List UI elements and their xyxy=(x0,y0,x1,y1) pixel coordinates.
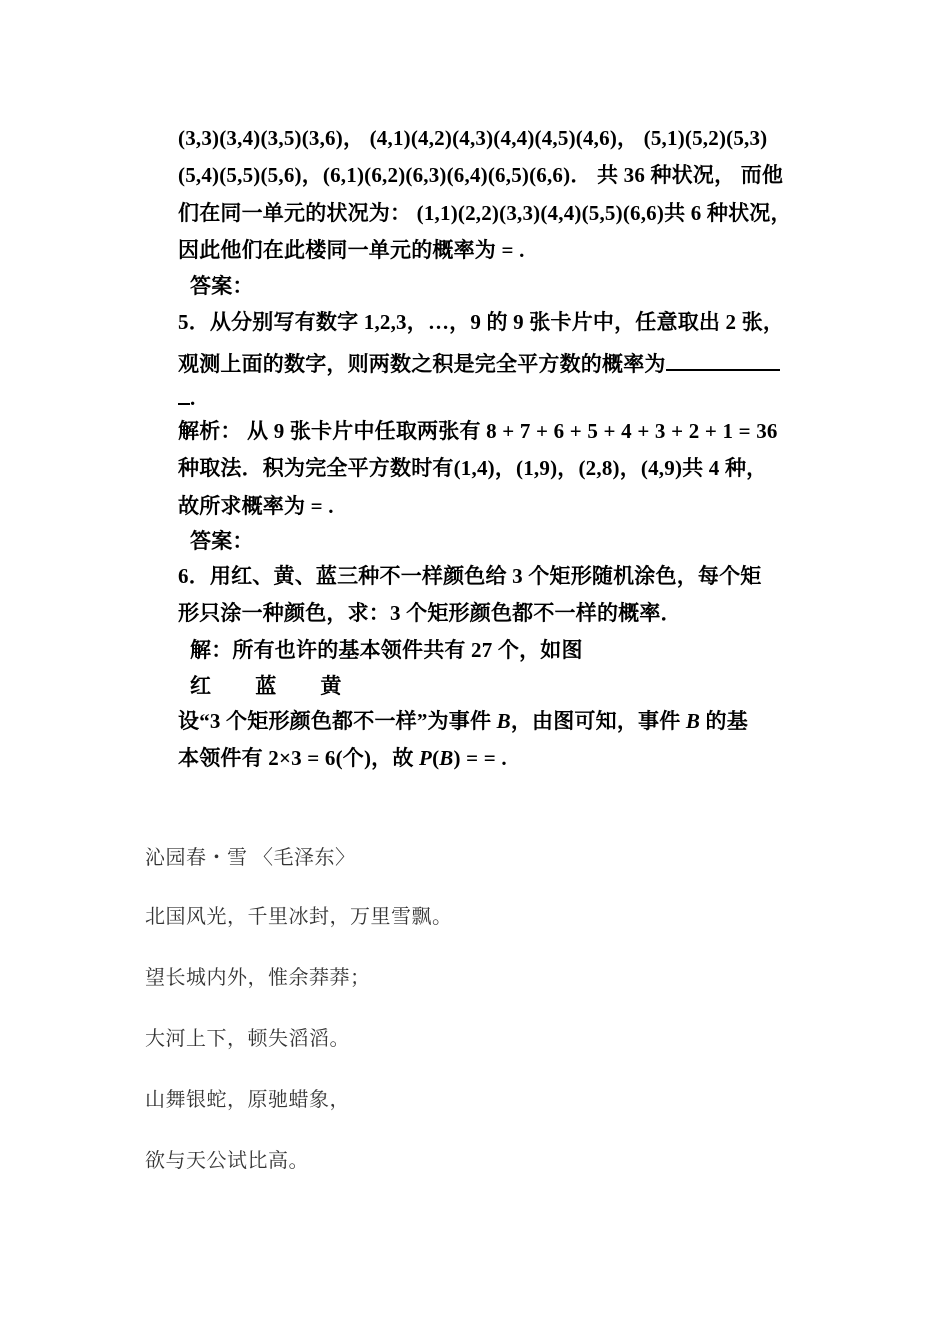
event-b-symbol: B xyxy=(685,709,701,733)
p6-question-line-2: 形只涂一种颜色，求：3 个矩形颜色都不一样的概率． xyxy=(178,601,682,625)
p6-text-segment: 的基 xyxy=(700,709,748,733)
p6-solution-text: ：所有也许的基本领件共有 27 个，如图 xyxy=(211,638,583,662)
answer-blank-continued xyxy=(178,383,190,405)
p5-solution-text: ： 从 9 张卡片中任取两张有 8 + 7 + 6 + 5 + 4 + 3 + 2 + 1 = 36 xyxy=(220,419,778,443)
p5-solution-line-1 xyxy=(178,421,778,442)
p5-solution-label: 解析 xyxy=(178,419,221,443)
poem-line: 欲与天公试比高。 xyxy=(145,1150,309,1172)
poem-line: 大河上下，顿失滔滔。 xyxy=(145,1028,350,1050)
event-b-symbol: B xyxy=(439,746,454,770)
poem-line: 望长城内外，惟余莽莽； xyxy=(145,967,371,989)
p4-solution-line-2: (5,4)(5,5)(5,6)，(6,1)(6,2)(6,3)(6,4)(6,5)(6,6)． 共 36 种状况， 而他 xyxy=(178,163,784,187)
p5-question-line-1: 5．从分别写有数字 1,2,3，…，9 的 9 张卡片中，任意取出 2 张， xyxy=(178,310,785,334)
p6-text-segment: ，由图可知，事件 xyxy=(510,709,686,733)
p5-answer-label: 答案： xyxy=(190,529,254,553)
color-red-label: 红 xyxy=(190,674,212,698)
p6-text-segment: 设“3 个矩形颜色都不一样”为事件 xyxy=(178,709,497,733)
p6-solution-line-1 xyxy=(190,640,583,661)
p5-question-line-3 xyxy=(178,383,195,409)
poem-line: 北国风光，千里冰封，万里雪飘。 xyxy=(145,906,453,928)
p6-text-segment: ) = = . xyxy=(453,746,507,770)
p5-solution-line-2: 种取法．积为完全平方数时有(1,4)，(1,9)，(2,8)，(4,9)共 4 种， xyxy=(178,456,768,480)
p6-color-row xyxy=(190,676,342,697)
p4-solution-line-1: (3,3)(3,4)(3,5)(3,6)， (4,1)(4,2)(4,3)(4,4)(4,5)(4,6)， (5,1)(5,2)(5,3) xyxy=(178,126,768,150)
p6-text-segment: ( xyxy=(432,746,440,770)
color-yellow-label: 黄 xyxy=(320,674,342,698)
event-b-symbol: B xyxy=(496,709,511,733)
p4-solution-line-3: 们在同一单元的状况为： (1,1)(2,2)(3,3)(4,4)(5,5)(6,6)共 6 种状况， xyxy=(178,201,792,225)
p6-question-line-1: 6．用红、黄、蓝三种不一样颜色给 3 个矩形随机涂色，每个矩 xyxy=(178,564,762,588)
p6-solution-label: 解 xyxy=(190,638,212,662)
color-blue-label: 蓝 xyxy=(255,674,277,698)
poem-line: 山舞银蛇，原驰蜡象， xyxy=(145,1089,350,1111)
p5-question-line-2 xyxy=(178,349,780,375)
p4-answer-label: 答案： xyxy=(190,274,254,298)
p6-solution-line-4 xyxy=(178,748,507,769)
probability-symbol: P xyxy=(419,746,433,770)
answer-blank xyxy=(666,349,780,371)
p5-period: . xyxy=(190,386,196,410)
p5-question-text: 观测上面的数字，则两数之积是完全平方数的概率为 xyxy=(178,352,666,376)
p6-text-segment: 本领件有 2×3 = 6(个)，故 xyxy=(178,746,420,770)
poem-title: 沁园春・雪 〈毛泽东〉 xyxy=(145,847,356,869)
p5-solution-line-3: 故所求概率为 = . xyxy=(178,494,334,518)
p4-solution-line-4: 因此他们在此楼同一单元的概率为 = . xyxy=(178,238,525,262)
p6-solution-line-3 xyxy=(178,711,748,732)
